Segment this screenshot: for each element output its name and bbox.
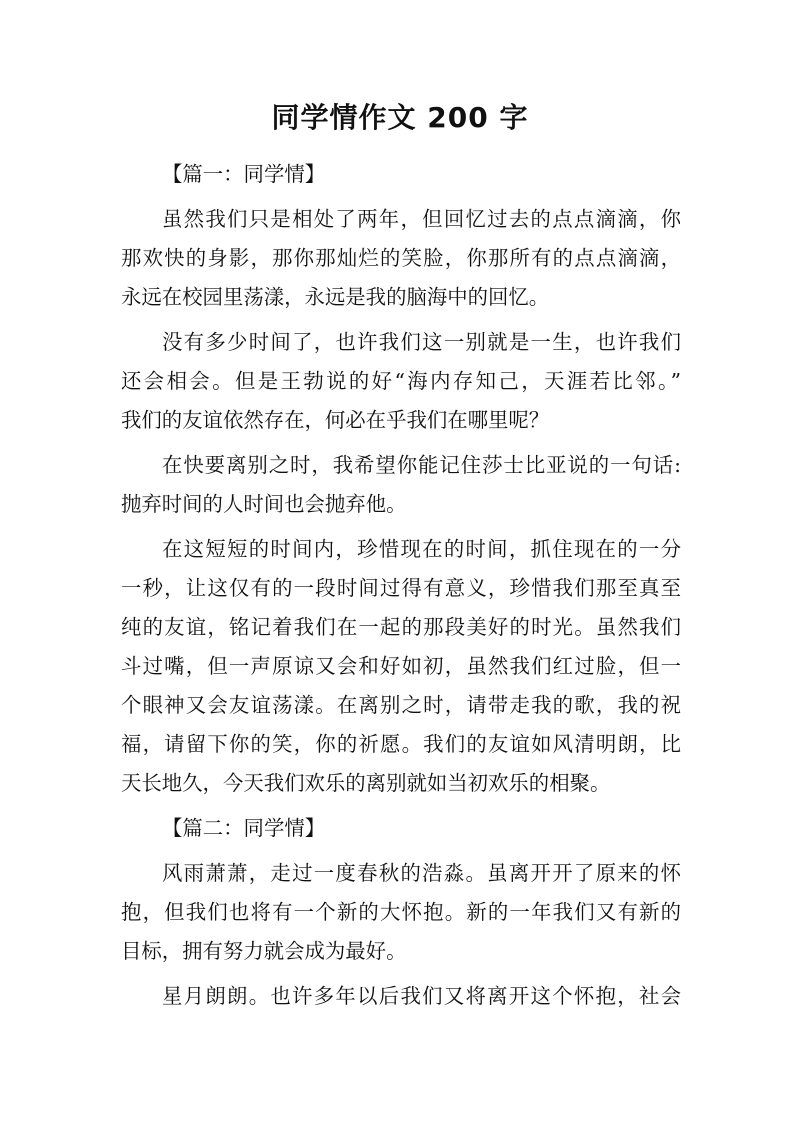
document-body (121, 155, 681, 1016)
section-heading: 【篇二：同学情】 (162, 816, 326, 840)
text-line: 目标，拥有努力就会成为最好。 (121, 939, 407, 963)
text-line: 纯的友谊，铭记着我们在一起的那段美好的时光。虽然我们 (121, 615, 681, 639)
text-line: 那欢快的身影，那你那灿烂的笑脸，你那所有的点点滴滴， (121, 246, 681, 270)
text-line: 斗过嘴，但一声原谅又会和好如初，虽然我们红过脸，但一 (121, 654, 681, 678)
text-line: 星月朗朗。也许多年以后我们又将离开这个怀抱，社会 (162, 984, 681, 1008)
document-title: 同学情作文 200 字 (271, 101, 529, 134)
text-line: 永远在校园里荡漾，永远是我的脑海中的回忆。 (121, 285, 550, 309)
text-line: 还会相会。但是王勃说的好“海内存知己，天涯若比邻。” (121, 369, 681, 393)
text-line: 个眼神又会友谊荡漾。在离别之时，请带走我的歌，我的祝 (121, 693, 681, 717)
text-line: 我们的友谊依然存在，何必在乎我们在哪里呢？ (121, 408, 550, 432)
paragraph (121, 323, 681, 440)
text-line: 抱，但我们也将有一个新的大怀抱。新的一年我们又有新的 (121, 900, 681, 924)
section-heading: 【篇一：同学情】 (162, 162, 326, 186)
text-line: 一秒，让这仅有的一段时间过得有意义，珍惜我们那至真至 (121, 576, 681, 600)
text-line: 风雨萧萧，走过一度春秋的浩淼。虽离开开了原来的怀 (162, 861, 681, 885)
text-line: 抛弃时间的人时间也会抛弃他。 (121, 492, 407, 516)
paragraph (121, 446, 681, 524)
text-line: 虽然我们只是相处了两年，但回忆过去的点点滴滴，你 (162, 207, 681, 231)
paragraph (121, 977, 681, 1016)
paragraph (121, 530, 681, 803)
paragraph (121, 854, 681, 971)
text-line: 在这短短的时间内，珍惜现在的时间，抓住现在的一分 (162, 537, 681, 561)
text-line: 福，请留下你的笑，你的祈愿。我们的友谊如风清明朗，比 (121, 732, 681, 756)
text-line: 没有多少时间了，也许我们这一别就是一生，也许我们 (162, 330, 681, 354)
text-line: 在快要离别之时，我希望你能记住莎士比亚说的一句话: (162, 453, 681, 477)
text-line: 天长地久，今天我们欢乐的离别就如当初欢乐的相聚。 (121, 771, 611, 795)
paragraph (121, 200, 681, 317)
